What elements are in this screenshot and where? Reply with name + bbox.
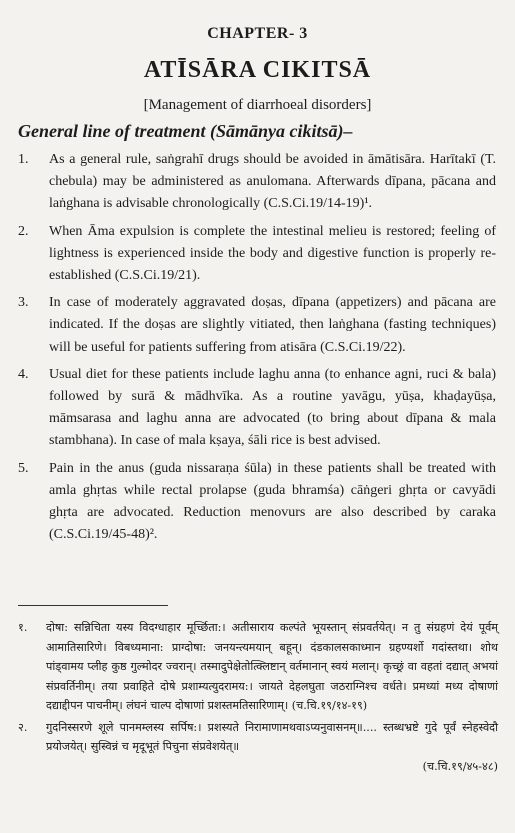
- footnote-text: गुदनिस्सरणे शूले पानमम्लस्य सर्पिष:। प्रशस्यते निरामाणामथवाऽप्यनुवासनम्॥.... स्तब्धभ्रष्टे गुदे पूर्वं स्नेहस्वेदौ प्रयोजयेत्। सुस्विन्नं च मृदूभूतं पिचुना संप्रवेशयेत्॥: [46, 720, 498, 753]
- section-heading: General line of treatment (Sāmānya cikitsā)–: [18, 121, 353, 141]
- list-item-text: Pain in the anus (guda nissaraṇa śūla) in these patients shall be treated with amla ghṛtas while rectal prolapse (guda bhramśa) cāṅgeri ghṛta or cavyādi ghṛta are advocated. Reduction menovurs are also described by caraka (C.S.Ci.19/45-48)².: [49, 460, 496, 543]
- list-item-number: 3.: [18, 295, 29, 311]
- footnote-number: २.: [18, 720, 28, 734]
- list-item: [18, 292, 496, 359]
- footnote-text: दोषा: सन्निचिता यस्य विदग्धाहार मूर्च्छिता:। अतीसाराय कल्पंते भूयस्तान् संप्रवर्तयेत्। न तु संग्रहणं देयं पूर्वम् आमातिसारिणे। विबध्यमाना: प्राग्दोषा: जनयन्त्यमयान् बहून्। दंडकालसकाध्मान ग्रहण्यर्शो गदांस्तथा। शोथ पांड्वामय प्लीह कुष्ठ गुल्मोदर ज्वरान्। तस्मादुपेक्षेतोत्क्लिष्टान् वर्तमानान् स्वयं मलान्। कृच्छ्रं वा वहतां दद्यात् अभयां संप्रवर्तिनीम्। तया प्रवाहिते दोषे प्रशाम्यत्युदरामय:। जायते देहलघुता जठराग्निश्च वर्धते। प्रमध्यां मध्य दोषाणां दद्याद्दीपन पाचनीम्। लंघनं चाल्प दोषाणां प्रशस्तमतिसारिणाम्। (च.चि.१९/१४-१९): [46, 621, 498, 712]
- footnotes: [18, 618, 498, 778]
- chapter-title: ATĪSĀRA CIKITSĀ: [143, 57, 372, 83]
- footnote: [18, 618, 498, 716]
- list-item-text: As a general rule, saṅgrahī drugs should be avoided in āmātisāra. Harītakī (T. chebula) may be administered as anulomana. Afterwards dīpana, pācana and laṅghana is advisable chronologically (C.S.Ci.19/14-19)¹.: [49, 152, 496, 212]
- list-item-text: Usual diet for these patients include laghu anna (to enhance agni, ruci & bala) followed by surā & mādhvīka. As a routine yavāgu, yūṣa, khaḍayūṣa, māmsarasa and laghu anna are advocated (to bring about dīpana & mala stambhana). In case of mala kṣaya, śāli rice is best advised.: [49, 366, 496, 449]
- list-item: [18, 221, 496, 288]
- footnote-divider: [18, 605, 168, 606]
- list-item: [18, 149, 496, 216]
- list-item-text: When Āma expulsion is complete the intestinal melieu is restored; feeling of lightness is experienced inside the body and digestive function is properly re-established (C.S.Ci.19/21).: [49, 223, 496, 284]
- list-item: [18, 458, 496, 547]
- list-item-number: 2.: [18, 223, 29, 239]
- list-item-number: 5.: [18, 460, 29, 476]
- chapter-subtitle: [Management of diarrhoeal disorders]: [143, 97, 372, 113]
- list-item-number: 1.: [18, 152, 29, 167]
- footnote: [18, 718, 498, 777]
- list-item: [18, 364, 496, 453]
- list-item-text: In case of moderately aggravated doṣas, dīpana (appetizers) and pācana are indicated. If the doṣas are slightly vitiated, then laṅghana (fasting techniques) will be useful for patients suffering from atisāra (C.S.Ci.19/22).: [49, 295, 496, 355]
- footnote-number: १.: [18, 621, 28, 634]
- treatment-list: [18, 149, 496, 551]
- list-item-number: 4.: [18, 366, 29, 382]
- chapter-label: CHAPTER- 3: [207, 25, 308, 42]
- footnote-reference: (च.चि.१९/४५-४८): [422, 759, 498, 773]
